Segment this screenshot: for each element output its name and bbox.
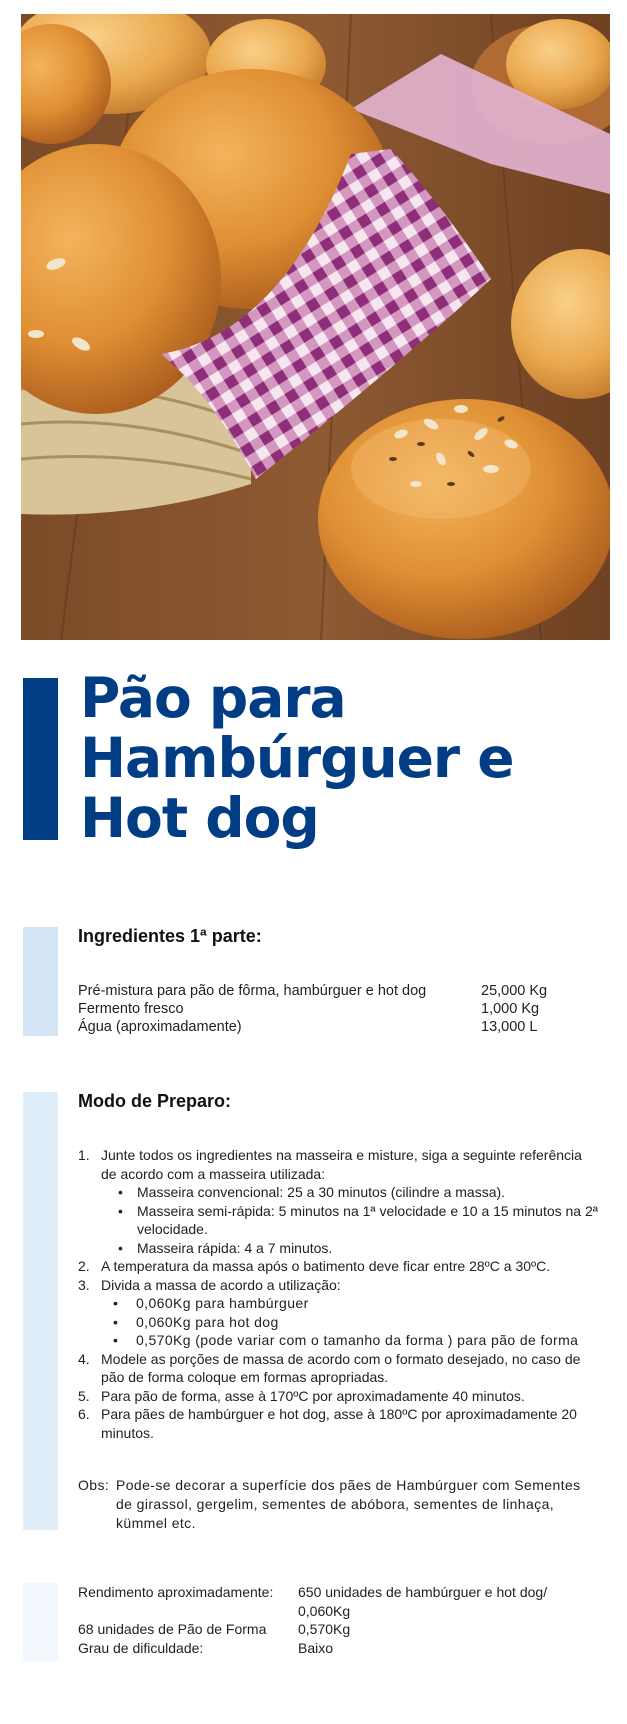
step-number: 1. [78, 1147, 90, 1163]
step-item [78, 1350, 598, 1387]
ingredient-qty: 25,000 Kg [481, 983, 548, 999]
ingredients-accent-strip [23, 927, 58, 1036]
ingredient-name: Água (aproximadamente) [78, 1019, 242, 1035]
yield-info [78, 1583, 598, 1657]
yield-row [78, 1639, 598, 1658]
yield-row [78, 1583, 598, 1620]
step-item [78, 1146, 598, 1183]
sub-step-text: 0,060Kg para hot dog [136, 1313, 279, 1330]
sub-step-item [113, 1294, 598, 1313]
sub-step-text: 0,060Kg para hambúrguer [136, 1295, 309, 1311]
ingredient-qty: 1,000 Kg [481, 1001, 540, 1017]
step-item [78, 1257, 598, 1276]
preparation-heading: Modo de Preparo: [78, 1091, 232, 1111]
step-number: 6. [78, 1406, 90, 1422]
step-number: 3. [78, 1276, 90, 1293]
ingredients-list [78, 982, 598, 1036]
ingredient-row [78, 982, 598, 1000]
step-text: Divida a massa de acordo a utilização: [101, 1276, 341, 1293]
observation-label: Obs: [78, 1477, 110, 1493]
preparation-accent-strip [23, 1092, 58, 1530]
step-text: Para pães de hambúrguer e hot dog, asse à 180ºC por aproximadamente 20 minutos. [101, 1406, 577, 1441]
title-line: Pão para [80, 666, 346, 730]
step-number: 5. [78, 1387, 90, 1404]
bread-rolls-photo [21, 14, 610, 640]
sub-step-text: Masseira rápida: 4 a 7 minutos. [137, 1239, 333, 1256]
title-line: Hot dog [80, 786, 319, 850]
step-number: 2. [78, 1258, 90, 1274]
observation-note [78, 1476, 598, 1533]
step-text: A temperatura da massa após o batimento deve ficar entre 28ºC a 30ºC. [101, 1258, 551, 1274]
step-text: Junte todos os ingredientes na masseira e misture, siga a seguinte referência de acordo com a masseira utilizada: [101, 1147, 582, 1182]
preparation-steps [78, 1146, 598, 1442]
sub-step-item [118, 1202, 598, 1239]
bullet-icon: • [118, 1202, 123, 1219]
bullet-icon: • [113, 1332, 119, 1348]
sub-step-text: Masseira semi-rápida: 5 minutos na 1ª velocidade e 10 a 15 minutos na 2ª velocidade. [137, 1202, 598, 1237]
yield-label: Grau de dificuldade: [78, 1639, 204, 1656]
ingredient-qty: 13,000 L [481, 1019, 538, 1035]
bullet-icon: • [113, 1295, 119, 1311]
yield-accent-strip [23, 1583, 58, 1661]
ingredient-name: Pré-mistura para pão de fôrma, hambúrguer e hot dog [78, 983, 427, 999]
ingredients-heading: Ingredientes 1ª parte: [78, 926, 262, 946]
sub-step-text: Masseira convencional: 25 a 30 minutos (cilindre a massa). [137, 1184, 506, 1200]
step-number: 4. [78, 1350, 90, 1367]
bullet-icon: • [113, 1313, 119, 1330]
step-item [78, 1387, 598, 1406]
ingredient-name: Fermento fresco [78, 1001, 184, 1017]
step-item [78, 1405, 598, 1442]
sub-step-item [118, 1183, 598, 1202]
yield-label: Rendimento aproximadamente: [78, 1584, 274, 1600]
sub-step-item [113, 1313, 598, 1332]
sub-step-text: 0,570Kg (pode variar com o tamanho da forma ) para pão de forma [136, 1332, 579, 1348]
ingredient-row [78, 1000, 598, 1018]
title-line: Hambúrguer e [80, 726, 514, 790]
bullet-icon: • [118, 1239, 123, 1256]
sub-step-item [113, 1331, 598, 1350]
step-text: Para pão de forma, asse à 170ºC por aproximadamente 40 minutos. [101, 1387, 525, 1404]
ingredient-row [78, 1018, 598, 1036]
yield-value: Baixo [298, 1639, 334, 1656]
sub-step-item [118, 1239, 598, 1258]
recipe-title [80, 668, 600, 848]
step-item [78, 1276, 598, 1295]
yield-value: 650 unidades de hambúrguer e hot dog/ 0,060Kg [298, 1584, 548, 1619]
observation-text: Pode-se decorar a superfície dos pães de Hambúrguer com Sementes de girassol, gergelim, sementes de abóbora, sementes de linhaça, kümmel etc. [116, 1477, 581, 1531]
bullet-icon: • [118, 1184, 123, 1200]
yield-row [78, 1620, 598, 1639]
yield-value: 0,570Kg [298, 1621, 351, 1637]
title-accent-bar [23, 678, 58, 840]
yield-label: 68 unidades de Pão de Forma [78, 1621, 267, 1637]
bread-illustration [21, 14, 610, 640]
step-text: Modele as porções de massa de acordo com o formato desejado, no caso de pão de forma coloque em formas apropriadas. [101, 1350, 581, 1385]
